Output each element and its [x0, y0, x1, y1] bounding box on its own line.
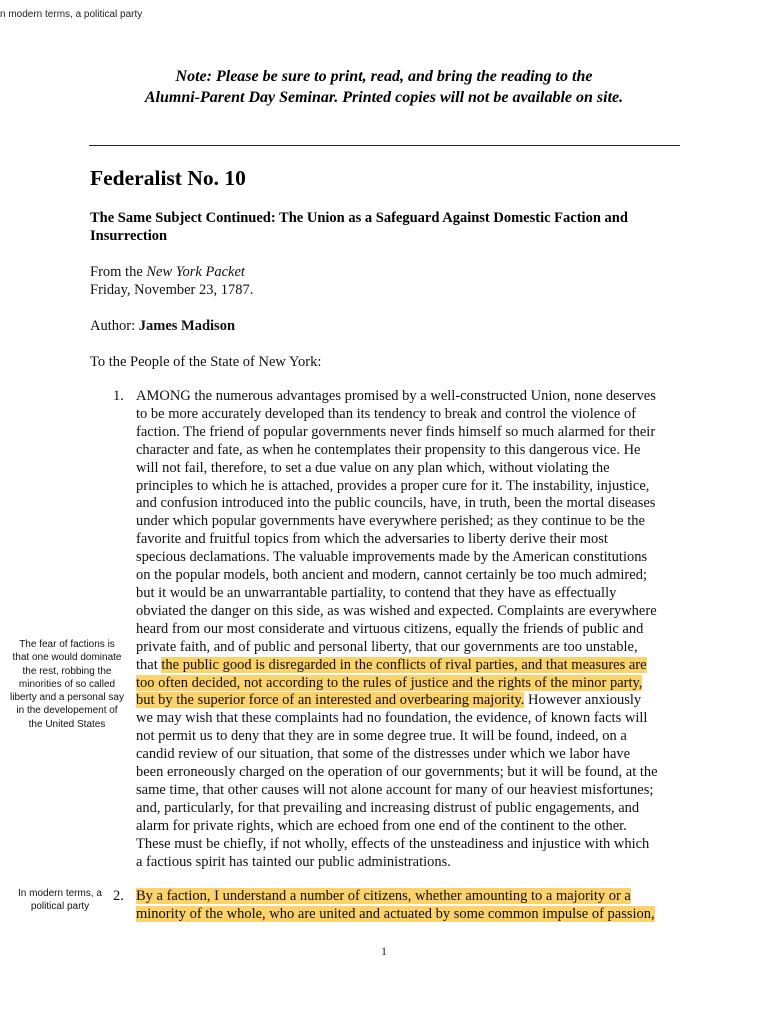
highlighted-text: By a faction, I understand a number of citizens, whether amounting to a majority or a	[136, 888, 631, 904]
notice-line-2: Alumni-Parent Day Seminar. Printed copies will not be available on site.	[144, 89, 624, 106]
comment-line: in the developement of	[16, 705, 118, 717]
author-label: Author:	[90, 318, 139, 334]
highlighted-text: but by the superior force of an interested and overbearing majority.	[136, 692, 525, 709]
text-line: favorite and fruitful topics from which the adversaries to liberty derive their most	[136, 531, 608, 548]
highlighted-text: the public good is disregarded in the conflicts of rival parties, and that measures are	[161, 656, 647, 673]
margin-comment-factions	[4, 638, 130, 731]
seminar-notice	[100, 66, 668, 108]
text-line: same time, that other causes will not alone account for many of our heaviest misfortunes;	[136, 781, 654, 798]
source-publication: New York Packet	[146, 264, 245, 280]
text-line: been erroneously charged on the operation of our governments; but it will be found, at the	[136, 764, 658, 781]
text-line: will not fail, therefore, to set a due value on any plan which, without violating the	[136, 459, 610, 476]
text-line: to be more accurately developed than its tendency to break and control the violence of	[136, 405, 637, 422]
publication-info	[90, 263, 253, 299]
horizontal-divider	[89, 145, 680, 146]
paragraph-2	[136, 888, 681, 924]
paragraph-number: 1.	[113, 388, 124, 404]
text-line: on the popular models, both ancient and modern, cannot certainly be too much admired;	[136, 567, 647, 584]
highlighted-line	[136, 888, 681, 906]
text-line: candid review of our situation, that some of the distresses under which we labor have	[136, 746, 631, 763]
comment-line: the rest, robbing the	[22, 665, 112, 677]
text-line: heard from our most considerate and virtuous citizens, equally the friends of public and	[136, 620, 644, 637]
text-line: a factious spirit has tainted our public administrations.	[136, 853, 451, 870]
text-line: under which popular governments have everywhere perished; as they continue to be the	[136, 513, 645, 530]
comment-line: political party	[30, 901, 90, 913]
highlighted-text: minority of the whole, who are united and actuated by some common impulse of passion,	[136, 905, 655, 922]
highlighted-text: too often decided, not according to the rules of justice and the rights of the minor party,	[136, 674, 643, 691]
text-line: not permit us to deny that they are in some degree true. It will be found, indeed, on a	[136, 728, 627, 745]
highlighted-line	[136, 692, 681, 710]
margin-comment-party	[8, 887, 112, 914]
highlighted-line	[136, 657, 681, 675]
text-line: faction. The friend of popular governments never finds himself so much alarmed for their	[136, 423, 656, 440]
highlighted-line	[136, 906, 681, 924]
text-line: private faith, and of public and personal liberty, that our governments are too unstable,	[136, 638, 638, 655]
page-number: 1	[381, 944, 387, 958]
text-line: we may wish that these complaints had no foundation, the evidence, of known facts will	[136, 710, 648, 727]
comment-line: minorities of so called	[18, 678, 116, 690]
comment-line: The fear of factions is	[19, 639, 115, 650]
line-prefix: that	[136, 656, 162, 673]
comment-line: that one would dominate	[12, 652, 122, 664]
text-line: obviated the danger on this side, as was wished and expected. Complaints are everywhere	[136, 602, 657, 619]
text-line: principles to which he is attached, provides a proper cure for it. The instability, injustice,	[136, 477, 650, 494]
highlighted-line	[136, 675, 681, 693]
paragraph-number: 2.	[113, 888, 124, 904]
text-line: AMONG the numerous advantages promised by a well-constructed Union, none deserves	[136, 388, 656, 404]
salutation: To the People of the State of New York:	[90, 354, 322, 370]
text-line: and confusion introduced into the public councils, have, in truth, been the mortal diseases	[136, 495, 656, 512]
text-line: and, particularly, for that prevailing and increasing distrust of public engagements, and	[136, 799, 640, 816]
author-line	[90, 317, 235, 335]
text-line: alarm for private rights, which are echoed from one end of the continent to the other.	[136, 817, 627, 834]
comment-line: the United States	[28, 718, 106, 730]
source-prefix: From the	[90, 264, 147, 280]
top-margin-comment: n modern terms, a political party	[0, 9, 143, 20]
line-suffix: However anxiously	[524, 692, 642, 709]
text-line: These must be chiefly, if not wholly, effects of the unsteadiness and injustice with which	[136, 835, 650, 852]
text-line: but it would be an unwarrantable partiality, to contend that they have as effectually	[136, 584, 617, 601]
paragraph-1	[136, 388, 681, 871]
document-title: Federalist No. 10	[90, 166, 246, 190]
comment-line: liberty and a personal say	[10, 692, 124, 704]
publication-date: Friday, November 23, 1787.	[90, 282, 254, 298]
author-name: James Madison	[138, 318, 236, 334]
text-line: specious declamations. The valuable improvements made by the American constitutions	[136, 549, 648, 566]
comment-line: In modern terms, a	[18, 888, 102, 899]
document-subtitle: The Same Subject Continued: The Union as a Safeguard Against Domestic Faction and Insurrection	[90, 210, 628, 244]
text-line: character and fate, as when he contemplates their propensity to this dangerous vice. He	[136, 441, 641, 458]
notice-line-1: Note: Please be sure to print, read, and bring the reading to the	[175, 68, 593, 85]
